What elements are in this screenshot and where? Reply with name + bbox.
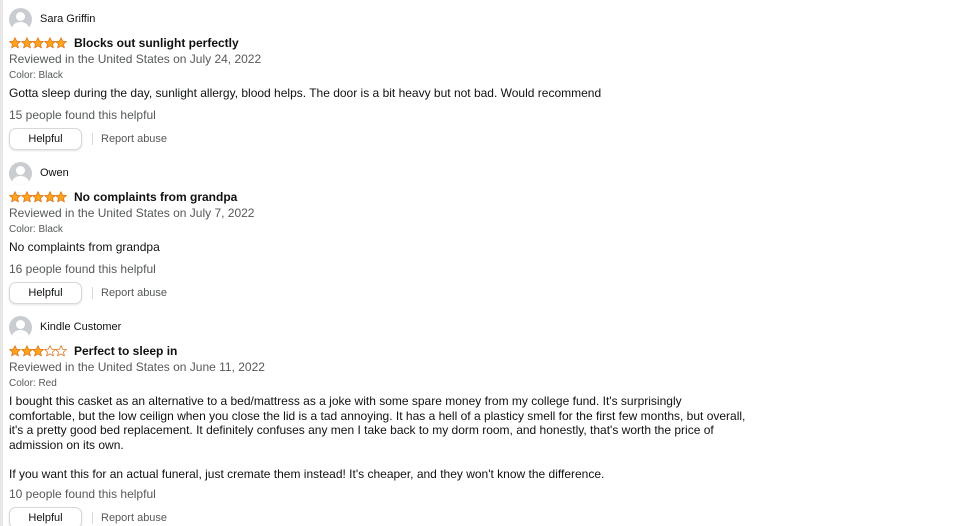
review-date: Reviewed in the United States on July 7, 2022 xyxy=(9,206,255,220)
default-profile-icon xyxy=(9,8,32,31)
default-profile-icon xyxy=(9,162,32,185)
review-title[interactable]: No complaints from grandpa xyxy=(74,190,238,204)
star-filled-icon xyxy=(21,345,33,357)
review-body: No complaints from grandpa xyxy=(9,240,160,254)
star-filled-icon xyxy=(21,37,33,49)
review-body: I bought this casket as an alternative to a bed/mattress as a joke with some spare money from my college fund. It's surprisingly comfortable, but the low ceilign when you close the lid is a tad annoying. It has a hell of a plasticy smell for the first few months, but overall, it's a pretty good bed replacement. It definitely confuses any men I take back to my dorm room, and honestly, that's worth the price of admission on its own. If you want this for an actual funeral, just cremate them instead! It's cheaper, and they won't know the difference. xyxy=(9,394,746,481)
star-rating[interactable] xyxy=(9,345,67,357)
star-filled-icon xyxy=(9,37,21,49)
star-filled-icon xyxy=(44,37,56,49)
star-filled-icon xyxy=(9,345,21,357)
star-rating[interactable] xyxy=(9,37,67,49)
helpful-button[interactable]: Helpful xyxy=(9,128,82,150)
action-divider xyxy=(92,133,93,145)
helpful-button[interactable]: Helpful xyxy=(9,282,82,304)
report-abuse-link[interactable]: Report abuse xyxy=(101,511,168,524)
helpful-count: 15 people found this helpful xyxy=(9,108,156,122)
product-variant[interactable]: Color: Red xyxy=(9,378,57,389)
action-divider xyxy=(92,512,93,524)
star-filled-icon xyxy=(44,191,56,203)
helpful-button[interactable]: Helpful xyxy=(9,507,82,526)
helpful-count: 16 people found this helpful xyxy=(9,262,156,276)
star-filled-icon xyxy=(55,191,67,203)
star-empty-icon xyxy=(44,345,56,357)
review-card xyxy=(9,7,749,150)
reviewer-profile[interactable] xyxy=(9,161,749,185)
report-abuse-link[interactable]: Report abuse xyxy=(101,133,168,145)
star-empty-icon xyxy=(55,345,67,357)
product-variant[interactable]: Color: Black xyxy=(9,224,63,235)
reviewer-profile[interactable] xyxy=(9,7,749,31)
star-filled-icon xyxy=(55,37,67,49)
review-title[interactable]: Perfect to sleep in xyxy=(74,344,178,358)
reviewer-profile[interactable] xyxy=(9,315,749,339)
helpful-count: 10 people found this helpful xyxy=(9,486,156,501)
review-title[interactable]: Blocks out sunlight perfectly xyxy=(74,36,239,50)
review-card xyxy=(9,161,749,304)
star-filled-icon xyxy=(32,37,44,49)
reviewer-name: Owen xyxy=(40,167,69,179)
page-left-edge xyxy=(0,0,3,526)
star-filled-icon xyxy=(32,345,44,357)
default-profile-icon xyxy=(9,316,32,339)
action-divider xyxy=(92,287,93,299)
star-filled-icon xyxy=(9,191,21,203)
star-filled-icon xyxy=(32,191,44,203)
product-variant[interactable]: Color: Black xyxy=(9,70,63,81)
reviewer-name: Kindle Customer xyxy=(40,321,122,333)
review-date: Reviewed in the United States on July 24, 2022 xyxy=(9,52,262,66)
reviewer-name: Sara Griffin xyxy=(40,13,96,25)
review-body: Gotta sleep during the day, sunlight allergy, blood helps. The door is a bit heavy but not bad. Would recommend xyxy=(9,86,602,100)
star-rating[interactable] xyxy=(9,191,67,203)
star-filled-icon xyxy=(21,191,33,203)
report-abuse-link[interactable]: Report abuse xyxy=(101,287,168,299)
review-card xyxy=(9,315,749,526)
review-date: Reviewed in the United States on June 11, 2022 xyxy=(9,360,265,374)
